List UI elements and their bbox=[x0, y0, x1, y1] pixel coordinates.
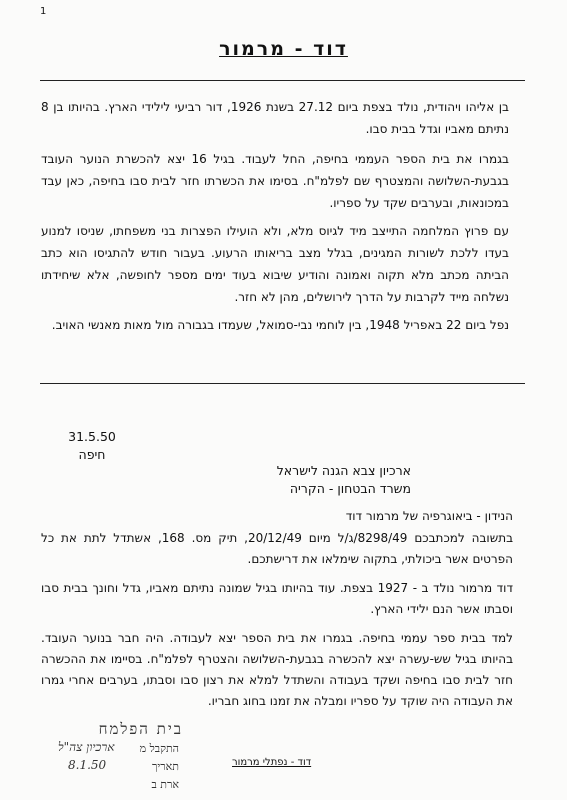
letter-subject: הנידון - ביאוגרפיה של מרמור דוד bbox=[345, 509, 513, 523]
letter-city: חיפה bbox=[78, 447, 106, 462]
archive-stamp bbox=[50, 720, 185, 795]
bio-paragraph-3: עם פרוץ המלחמה התייצב מיד לגיוס מלא, ולא הועילו הפצרות בני משפחתו, שניסו למנוע בעדו ללכת לשורות המגינים, בגלל מצב בריאותו הרעוע. בעבור חודש להתגיסו הוא כתב הביתה מכתב מלא תקוה ואמונה והודיע שיבוא בעוד ימים מספר לחופשה, אלא שיחידתו נשלחה מייד לקרבות על הדרך לירושלים, מהן לא חזר. bbox=[41, 224, 509, 304]
letter-paragraph-1: בתשובה למכתבכם 8298/49/ג/ל מיום 20/12/49, תיק מס. 168, אשתדל לתת את כל הפרטים אשר ביכולתי, בתקוה שימלאו את דרישתכם. bbox=[41, 531, 514, 566]
bio-paragraph-2: בגמרו את בית הספר העממי בחיפה, החל לעבוד. בגיל 16 יצא להכשרת הנוער העובד בגבעת-השלושה והמצטרף שם לפלמ"ח. בסימו את הכשרתו חזר לבית סבו בחיפה, כאן עבד במכונאות, ובערבים שקד על ספריו. bbox=[41, 152, 509, 210]
signature: דוד - נפתלי מרמור bbox=[232, 757, 312, 768]
stamp-handwritten-date: 8.1.50 bbox=[68, 758, 107, 772]
bio-paragraph-1: בן אליהו ויהודית, נולד בצפת ביום 27.12 בשנת 1926, דור רביעי לילידי הארץ. בהיותו בן 8 נתיתם מאביו וגדל בבית סבו. bbox=[41, 100, 509, 136]
letter-paragraph-2: דוד מרמור נולד ב - 1927 בצפת. עוד בהיותו בגיל שמונה נתיתם מאביו, גדל וחונך בבית סבו וסבתו אשר הנם ילידי הארץ. bbox=[41, 581, 513, 616]
stamp-file-label: ארת ב bbox=[151, 778, 179, 791]
page-number: 1 bbox=[40, 6, 47, 17]
stamp-received-label: התקבל מ bbox=[139, 742, 179, 755]
letter-date-block bbox=[52, 428, 132, 464]
recipient-line-1: ארכיון צבא הגנה לישראל bbox=[276, 463, 411, 478]
letter-paragraph-3: למד בבית ספר עממי בחיפה. בגמרו את בית הספר יצא לעבודה. היה חבר בנוער העובד. בהיותו בגיל שש-עשרה יצא להכשרה בגבעת-השלושה והצטרף לפלמ"ח. בסיימו את ההכשרה חזר לבית סבו בחיפה ושקד בעבודה והשתדל למלא את רצון סבו וסבתו, בערבים אחרי גמרו את העבודה היה שוקד על ספריו ומבלה את זמנו בחוג חבריו. bbox=[41, 631, 513, 708]
bio-paragraph-4: נפל ביום 22 באפריל 1948, בין לוחמי נבי-סמואל, שעמדו בגבורה מול מאות מאנשי האויב. bbox=[51, 318, 509, 332]
stamp-handwritten-source: ארכיון צה"ל bbox=[58, 740, 115, 754]
letter-recipient bbox=[277, 462, 411, 498]
stamp-title: בית הפלמח bbox=[98, 720, 183, 738]
page-title: דוד - מרמור bbox=[219, 38, 348, 60]
middle-divider bbox=[40, 383, 525, 384]
top-divider bbox=[40, 80, 525, 81]
letter-date: 31.5.50 bbox=[68, 429, 116, 444]
recipient-line-2: משרד הבטחון - הקריה bbox=[289, 481, 411, 496]
stamp-date-label: תאריך bbox=[151, 760, 179, 773]
